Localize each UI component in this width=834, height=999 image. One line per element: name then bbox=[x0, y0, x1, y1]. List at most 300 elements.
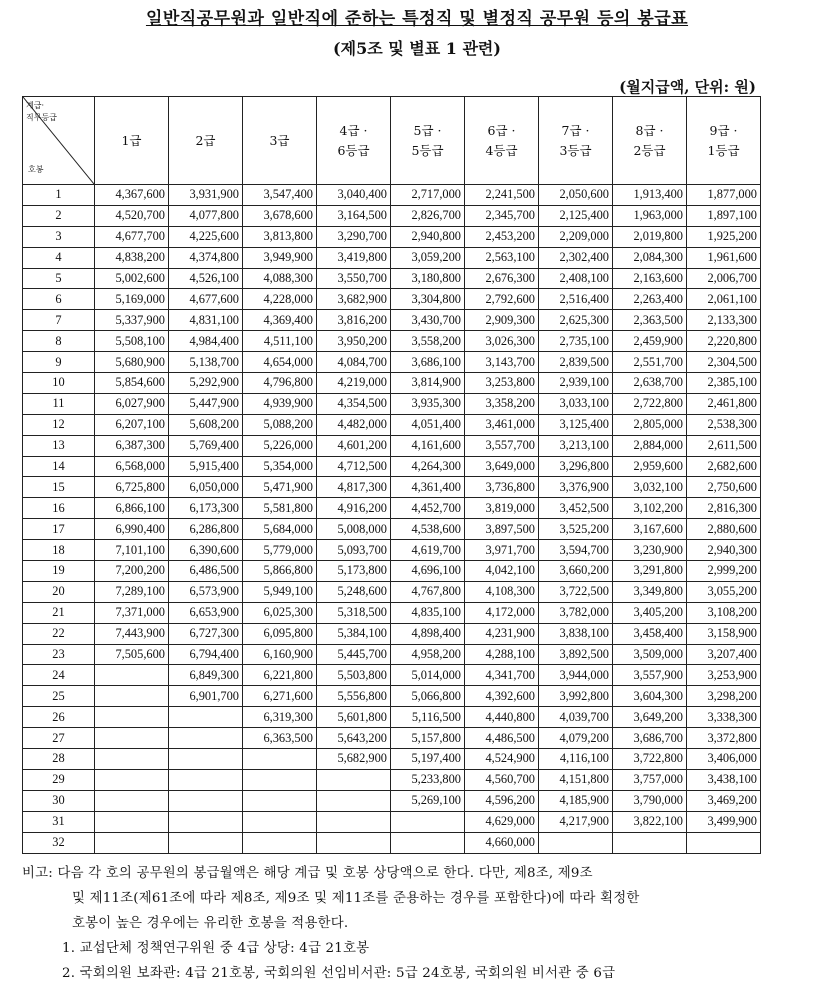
salary-cell: 5,445,700 bbox=[317, 644, 391, 665]
salary-cell: 2,453,200 bbox=[465, 226, 539, 247]
salary-cell: 2,385,100 bbox=[687, 373, 761, 394]
salary-cell: 6,390,600 bbox=[169, 540, 243, 561]
table-row bbox=[23, 581, 761, 602]
salary-cell: 4,767,800 bbox=[391, 581, 465, 602]
salary-cell: 3,253,800 bbox=[465, 373, 539, 394]
salary-cell bbox=[243, 832, 317, 853]
salary-cell: 7,371,000 bbox=[95, 602, 169, 623]
salary-cell: 4,838,200 bbox=[95, 247, 169, 268]
salary-cell: 4,185,900 bbox=[539, 790, 613, 811]
salary-cell: 1,963,000 bbox=[613, 205, 687, 226]
table-row bbox=[23, 352, 761, 373]
salary-cell: 3,649,000 bbox=[465, 456, 539, 477]
step-cell: 24 bbox=[23, 665, 95, 686]
step-cell: 12 bbox=[23, 414, 95, 435]
salary-cell: 4,482,000 bbox=[317, 414, 391, 435]
salary-cell: 7,200,200 bbox=[95, 561, 169, 582]
salary-cell: 5,854,600 bbox=[95, 373, 169, 394]
salary-cell: 2,459,900 bbox=[613, 331, 687, 352]
salary-cell: 1,961,600 bbox=[687, 247, 761, 268]
salary-cell bbox=[169, 728, 243, 749]
salary-cell: 4,619,700 bbox=[391, 540, 465, 561]
salary-cell: 4,817,300 bbox=[317, 477, 391, 498]
salary-cell: 6,363,500 bbox=[243, 728, 317, 749]
salary-cell: 2,792,600 bbox=[465, 289, 539, 310]
salary-cell: 4,367,600 bbox=[95, 185, 169, 206]
table-body bbox=[23, 185, 761, 854]
table-row bbox=[23, 686, 761, 707]
salary-cell: 3,452,500 bbox=[539, 498, 613, 519]
table-row bbox=[23, 373, 761, 394]
salary-cell: 5,248,600 bbox=[317, 581, 391, 602]
salary-cell: 4,051,400 bbox=[391, 414, 465, 435]
salary-cell: 2,019,800 bbox=[613, 226, 687, 247]
table-row bbox=[23, 769, 761, 790]
salary-cell: 4,560,700 bbox=[465, 769, 539, 790]
salary-cell: 2,735,100 bbox=[539, 331, 613, 352]
salary-cell: 3,557,900 bbox=[613, 665, 687, 686]
salary-cell: 4,217,900 bbox=[539, 811, 613, 832]
salary-cell: 4,225,600 bbox=[169, 226, 243, 247]
salary-cell: 3,108,200 bbox=[687, 602, 761, 623]
salary-cell: 5,949,100 bbox=[243, 581, 317, 602]
note-item: 2. 국회의원 보좌관: 4급 21호봉, 국회의원 선임비서관: 5급 24호봉, 국회의원 비서관 중 6급 bbox=[62, 966, 616, 981]
salary-cell: 7,289,100 bbox=[95, 581, 169, 602]
salary-cell: 4,984,400 bbox=[169, 331, 243, 352]
salary-cell: 3,558,200 bbox=[391, 331, 465, 352]
salary-cell: 6,727,300 bbox=[169, 623, 243, 644]
step-cell: 25 bbox=[23, 686, 95, 707]
salary-cell: 3,291,800 bbox=[613, 561, 687, 582]
table-row bbox=[23, 414, 761, 435]
salary-cell: 3,550,700 bbox=[317, 268, 391, 289]
salary-cell: 2,551,700 bbox=[613, 352, 687, 373]
salary-cell: 2,839,500 bbox=[539, 352, 613, 373]
salary-cell: 2,826,700 bbox=[391, 205, 465, 226]
unit-note: (월지급액, 단위: 원) bbox=[619, 78, 756, 96]
salary-cell: 5,384,100 bbox=[317, 623, 391, 644]
salary-cell: 4,264,300 bbox=[391, 456, 465, 477]
step-cell: 32 bbox=[23, 832, 95, 853]
salary-cell: 5,157,800 bbox=[391, 728, 465, 749]
salary-cell: 6,271,600 bbox=[243, 686, 317, 707]
salary-cell: 4,538,600 bbox=[391, 519, 465, 540]
salary-cell: 3,033,100 bbox=[539, 393, 613, 414]
salary-cell: 4,374,800 bbox=[169, 247, 243, 268]
salary-cell: 2,363,500 bbox=[613, 310, 687, 331]
salary-cell: 3,525,200 bbox=[539, 519, 613, 540]
step-cell: 7 bbox=[23, 310, 95, 331]
table-row bbox=[23, 540, 761, 561]
salary-cell: 5,008,000 bbox=[317, 519, 391, 540]
salary-cell: 4,526,100 bbox=[169, 268, 243, 289]
salary-cell bbox=[243, 769, 317, 790]
salary-cell: 4,958,200 bbox=[391, 644, 465, 665]
salary-cell: 3,736,800 bbox=[465, 477, 539, 498]
corner-header-cell bbox=[23, 97, 95, 185]
salary-cell: 3,055,200 bbox=[687, 581, 761, 602]
salary-cell: 6,387,300 bbox=[95, 435, 169, 456]
step-cell: 18 bbox=[23, 540, 95, 561]
table-row bbox=[23, 331, 761, 352]
salary-cell: 3,816,200 bbox=[317, 310, 391, 331]
salary-cell bbox=[169, 790, 243, 811]
table-row bbox=[23, 602, 761, 623]
salary-cell: 5,116,500 bbox=[391, 707, 465, 728]
salary-cell: 2,722,800 bbox=[613, 393, 687, 414]
step-cell: 16 bbox=[23, 498, 95, 519]
salary-cell: 4,835,100 bbox=[391, 602, 465, 623]
salary-cell bbox=[687, 832, 761, 853]
salary-cell: 3,419,800 bbox=[317, 247, 391, 268]
salary-cell: 3,678,600 bbox=[243, 205, 317, 226]
salary-cell: 2,345,700 bbox=[465, 205, 539, 226]
salary-cell: 4,898,400 bbox=[391, 623, 465, 644]
salary-cell: 3,372,800 bbox=[687, 728, 761, 749]
note-line: 및 제11조(제61조에 따라 제8조, 제9조 및 제11조를 준용하는 경우를 포함한다)에 따라 획정한 bbox=[72, 891, 640, 906]
salary-cell bbox=[95, 811, 169, 832]
salary-cell: 3,509,000 bbox=[613, 644, 687, 665]
salary-cell: 2,909,300 bbox=[465, 310, 539, 331]
salary-cell: 2,061,100 bbox=[687, 289, 761, 310]
table-row bbox=[23, 623, 761, 644]
salary-cell: 2,750,600 bbox=[687, 477, 761, 498]
salary-cell: 6,794,400 bbox=[169, 644, 243, 665]
salary-cell: 2,676,300 bbox=[465, 268, 539, 289]
corner-label-grade: 계급· 직무등급 bbox=[26, 101, 57, 122]
salary-cell: 7,101,100 bbox=[95, 540, 169, 561]
salary-cell: 3,557,700 bbox=[465, 435, 539, 456]
salary-cell: 3,944,000 bbox=[539, 665, 613, 686]
salary-cell: 4,939,900 bbox=[243, 393, 317, 414]
salary-cell: 3,296,800 bbox=[539, 456, 613, 477]
salary-cell bbox=[539, 832, 613, 853]
step-cell: 15 bbox=[23, 477, 95, 498]
salary-cell: 4,520,700 bbox=[95, 205, 169, 226]
salary-cell: 2,006,700 bbox=[687, 268, 761, 289]
salary-cell: 3,438,100 bbox=[687, 769, 761, 790]
salary-cell: 3,649,200 bbox=[613, 707, 687, 728]
salary-cell bbox=[317, 769, 391, 790]
salary-cell: 3,469,200 bbox=[687, 790, 761, 811]
salary-cell: 5,138,700 bbox=[169, 352, 243, 373]
table-row bbox=[23, 498, 761, 519]
salary-cell: 6,095,800 bbox=[243, 623, 317, 644]
salary-cell: 2,209,000 bbox=[539, 226, 613, 247]
salary-cell: 5,581,800 bbox=[243, 498, 317, 519]
salary-cell bbox=[95, 686, 169, 707]
salary-cell: 3,949,900 bbox=[243, 247, 317, 268]
salary-cell: 4,677,600 bbox=[169, 289, 243, 310]
step-cell: 8 bbox=[23, 331, 95, 352]
salary-cell: 4,079,200 bbox=[539, 728, 613, 749]
salary-cell: 5,680,900 bbox=[95, 352, 169, 373]
salary-cell: 5,014,000 bbox=[391, 665, 465, 686]
salary-cell: 3,406,000 bbox=[687, 749, 761, 770]
salary-cell: 3,757,000 bbox=[613, 769, 687, 790]
step-cell: 4 bbox=[23, 247, 95, 268]
corner-label-step: 호봉 bbox=[28, 165, 44, 174]
salary-cell bbox=[243, 790, 317, 811]
salary-cell: 2,816,300 bbox=[687, 498, 761, 519]
salary-cell: 3,499,900 bbox=[687, 811, 761, 832]
salary-cell bbox=[95, 707, 169, 728]
salary-cell: 2,408,100 bbox=[539, 268, 613, 289]
salary-cell: 2,241,500 bbox=[465, 185, 539, 206]
salary-cell: 3,819,000 bbox=[465, 498, 539, 519]
salary-cell: 3,213,100 bbox=[539, 435, 613, 456]
salary-cell bbox=[169, 832, 243, 853]
salary-cell bbox=[391, 811, 465, 832]
salary-cell: 6,173,300 bbox=[169, 498, 243, 519]
salary-cell: 4,288,100 bbox=[465, 644, 539, 665]
salary-cell: 2,717,000 bbox=[391, 185, 465, 206]
table-row bbox=[23, 185, 761, 206]
table-row bbox=[23, 665, 761, 686]
salary-cell: 3,686,700 bbox=[613, 728, 687, 749]
step-cell: 30 bbox=[23, 790, 95, 811]
salary-cell: 5,682,900 bbox=[317, 749, 391, 770]
notes-section bbox=[22, 861, 812, 986]
table-row bbox=[23, 561, 761, 582]
salary-cell: 3,338,300 bbox=[687, 707, 761, 728]
step-cell: 5 bbox=[23, 268, 95, 289]
salary-cell: 5,354,000 bbox=[243, 456, 317, 477]
salary-cell: 2,263,400 bbox=[613, 289, 687, 310]
salary-cell: 5,337,900 bbox=[95, 310, 169, 331]
salary-cell: 2,884,000 bbox=[613, 435, 687, 456]
salary-cell: 3,458,400 bbox=[613, 623, 687, 644]
table-row bbox=[23, 749, 761, 770]
salary-cell: 6,653,900 bbox=[169, 602, 243, 623]
salary-cell: 4,452,700 bbox=[391, 498, 465, 519]
salary-cell: 5,233,800 bbox=[391, 769, 465, 790]
step-cell: 31 bbox=[23, 811, 95, 832]
salary-cell: 3,290,700 bbox=[317, 226, 391, 247]
salary-cell: 4,511,100 bbox=[243, 331, 317, 352]
salary-cell: 3,604,300 bbox=[613, 686, 687, 707]
salary-cell bbox=[613, 832, 687, 853]
salary-cell: 3,164,500 bbox=[317, 205, 391, 226]
salary-cell: 3,032,100 bbox=[613, 477, 687, 498]
salary-cell: 3,686,100 bbox=[391, 352, 465, 373]
salary-cell: 4,696,100 bbox=[391, 561, 465, 582]
salary-cell: 3,143,700 bbox=[465, 352, 539, 373]
salary-cell: 1,925,200 bbox=[687, 226, 761, 247]
salary-cell: 3,230,900 bbox=[613, 540, 687, 561]
salary-cell: 3,180,800 bbox=[391, 268, 465, 289]
column-header: 3급 bbox=[243, 97, 317, 185]
salary-cell: 2,302,400 bbox=[539, 247, 613, 268]
table-row bbox=[23, 811, 761, 832]
salary-table bbox=[22, 96, 761, 854]
salary-cell: 7,443,900 bbox=[95, 623, 169, 644]
salary-cell: 3,430,700 bbox=[391, 310, 465, 331]
salary-cell bbox=[169, 707, 243, 728]
salary-cell: 2,461,800 bbox=[687, 393, 761, 414]
table-row bbox=[23, 247, 761, 268]
step-cell: 28 bbox=[23, 749, 95, 770]
salary-cell: 2,682,600 bbox=[687, 456, 761, 477]
salary-cell bbox=[317, 832, 391, 853]
salary-cell: 5,447,900 bbox=[169, 393, 243, 414]
salary-cell: 4,354,500 bbox=[317, 393, 391, 414]
salary-cell: 2,999,200 bbox=[687, 561, 761, 582]
salary-cell: 4,392,600 bbox=[465, 686, 539, 707]
salary-cell: 4,601,200 bbox=[317, 435, 391, 456]
salary-cell: 5,769,400 bbox=[169, 435, 243, 456]
table-row bbox=[23, 832, 761, 853]
salary-cell: 3,461,000 bbox=[465, 414, 539, 435]
salary-cell: 4,916,200 bbox=[317, 498, 391, 519]
salary-cell bbox=[169, 811, 243, 832]
salary-cell: 2,563,100 bbox=[465, 247, 539, 268]
step-cell: 6 bbox=[23, 289, 95, 310]
salary-cell: 3,167,600 bbox=[613, 519, 687, 540]
step-cell: 3 bbox=[23, 226, 95, 247]
salary-cell: 3,892,500 bbox=[539, 644, 613, 665]
salary-cell: 3,158,900 bbox=[687, 623, 761, 644]
salary-cell: 3,026,300 bbox=[465, 331, 539, 352]
note-item: 1. 교섭단체 정책연구위원 중 4급 상당: 4급 21호봉 bbox=[62, 941, 370, 956]
column-header: 9급 · 1등급 bbox=[687, 97, 761, 185]
salary-cell: 4,088,300 bbox=[243, 268, 317, 289]
salary-cell: 6,849,300 bbox=[169, 665, 243, 686]
salary-cell: 4,116,100 bbox=[539, 749, 613, 770]
salary-cell: 6,866,100 bbox=[95, 498, 169, 519]
salary-cell: 5,318,500 bbox=[317, 602, 391, 623]
salary-cell: 3,125,400 bbox=[539, 414, 613, 435]
salary-cell: 1,897,100 bbox=[687, 205, 761, 226]
salary-cell: 4,712,500 bbox=[317, 456, 391, 477]
table-row bbox=[23, 310, 761, 331]
salary-cell: 6,160,900 bbox=[243, 644, 317, 665]
salary-cell: 2,611,500 bbox=[687, 435, 761, 456]
salary-cell: 6,025,300 bbox=[243, 602, 317, 623]
salary-cell: 6,221,800 bbox=[243, 665, 317, 686]
salary-cell: 5,066,800 bbox=[391, 686, 465, 707]
salary-cell: 6,027,900 bbox=[95, 393, 169, 414]
table-row bbox=[23, 393, 761, 414]
salary-cell bbox=[243, 811, 317, 832]
salary-cell: 4,796,800 bbox=[243, 373, 317, 394]
salary-cell: 2,304,500 bbox=[687, 352, 761, 373]
salary-cell: 2,940,800 bbox=[391, 226, 465, 247]
salary-cell: 2,050,600 bbox=[539, 185, 613, 206]
salary-cell: 2,880,600 bbox=[687, 519, 761, 540]
salary-cell bbox=[317, 811, 391, 832]
step-cell: 1 bbox=[23, 185, 95, 206]
salary-cell: 3,304,800 bbox=[391, 289, 465, 310]
column-header: 7급 · 3등급 bbox=[539, 97, 613, 185]
salary-cell: 6,725,800 bbox=[95, 477, 169, 498]
step-cell: 14 bbox=[23, 456, 95, 477]
salary-cell: 5,643,200 bbox=[317, 728, 391, 749]
salary-cell: 5,292,900 bbox=[169, 373, 243, 394]
salary-cell: 3,594,700 bbox=[539, 540, 613, 561]
salary-cell: 4,369,400 bbox=[243, 310, 317, 331]
step-cell: 19 bbox=[23, 561, 95, 582]
salary-cell: 4,161,600 bbox=[391, 435, 465, 456]
salary-cell bbox=[317, 790, 391, 811]
salary-cell: 4,654,000 bbox=[243, 352, 317, 373]
step-cell: 10 bbox=[23, 373, 95, 394]
salary-cell: 4,677,700 bbox=[95, 226, 169, 247]
salary-cell: 3,971,700 bbox=[465, 540, 539, 561]
column-header: 2급 bbox=[169, 97, 243, 185]
salary-cell: 6,207,100 bbox=[95, 414, 169, 435]
salary-cell: 2,625,300 bbox=[539, 310, 613, 331]
salary-cell: 7,505,600 bbox=[95, 644, 169, 665]
salary-cell: 3,838,100 bbox=[539, 623, 613, 644]
table-row bbox=[23, 268, 761, 289]
salary-cell: 3,722,500 bbox=[539, 581, 613, 602]
salary-cell: 6,990,400 bbox=[95, 519, 169, 540]
salary-cell: 2,125,400 bbox=[539, 205, 613, 226]
salary-cell: 5,088,200 bbox=[243, 414, 317, 435]
step-cell: 22 bbox=[23, 623, 95, 644]
salary-cell bbox=[169, 749, 243, 770]
salary-cell: 2,538,300 bbox=[687, 414, 761, 435]
note-line: 비고: 다음 각 호의 공무원의 봉급월액은 해당 계급 및 호봉 상당액으로 한다. 다만, 제8조, 제9조 bbox=[22, 866, 593, 881]
salary-cell: 6,901,700 bbox=[169, 686, 243, 707]
step-cell: 2 bbox=[23, 205, 95, 226]
salary-cell: 4,084,700 bbox=[317, 352, 391, 373]
salary-cell: 5,779,000 bbox=[243, 540, 317, 561]
step-cell: 26 bbox=[23, 707, 95, 728]
table-row bbox=[23, 205, 761, 226]
salary-cell: 6,286,800 bbox=[169, 519, 243, 540]
salary-cell: 6,050,000 bbox=[169, 477, 243, 498]
salary-cell: 4,486,500 bbox=[465, 728, 539, 749]
step-cell: 9 bbox=[23, 352, 95, 373]
salary-cell: 5,093,700 bbox=[317, 540, 391, 561]
salary-cell: 5,684,000 bbox=[243, 519, 317, 540]
salary-cell: 4,440,800 bbox=[465, 707, 539, 728]
salary-cell: 6,319,300 bbox=[243, 707, 317, 728]
salary-cell: 2,220,800 bbox=[687, 331, 761, 352]
salary-cell: 3,822,100 bbox=[613, 811, 687, 832]
salary-cell: 1,877,000 bbox=[687, 185, 761, 206]
table-row bbox=[23, 456, 761, 477]
column-header: 8급 · 2등급 bbox=[613, 97, 687, 185]
salary-cell: 3,547,400 bbox=[243, 185, 317, 206]
step-cell: 21 bbox=[23, 602, 95, 623]
salary-cell: 6,486,500 bbox=[169, 561, 243, 582]
column-header: 4급 · 6등급 bbox=[317, 97, 391, 185]
header-row bbox=[23, 97, 761, 185]
salary-cell: 3,682,900 bbox=[317, 289, 391, 310]
salary-cell: 3,992,800 bbox=[539, 686, 613, 707]
salary-cell: 2,163,600 bbox=[613, 268, 687, 289]
salary-cell: 3,935,300 bbox=[391, 393, 465, 414]
salary-cell: 2,940,300 bbox=[687, 540, 761, 561]
salary-cell: 5,197,400 bbox=[391, 749, 465, 770]
salary-cell: 5,508,100 bbox=[95, 331, 169, 352]
salary-cell: 3,102,200 bbox=[613, 498, 687, 519]
salary-cell: 3,814,900 bbox=[391, 373, 465, 394]
salary-cell bbox=[95, 749, 169, 770]
salary-cell: 3,660,200 bbox=[539, 561, 613, 582]
table-row bbox=[23, 519, 761, 540]
salary-cell: 3,790,000 bbox=[613, 790, 687, 811]
salary-cell: 3,358,200 bbox=[465, 393, 539, 414]
step-cell: 17 bbox=[23, 519, 95, 540]
salary-cell bbox=[243, 749, 317, 770]
document-subtitle: (제5조 및 별표 1 관련) bbox=[333, 39, 501, 58]
salary-cell: 6,573,900 bbox=[169, 581, 243, 602]
salary-cell: 3,950,200 bbox=[317, 331, 391, 352]
